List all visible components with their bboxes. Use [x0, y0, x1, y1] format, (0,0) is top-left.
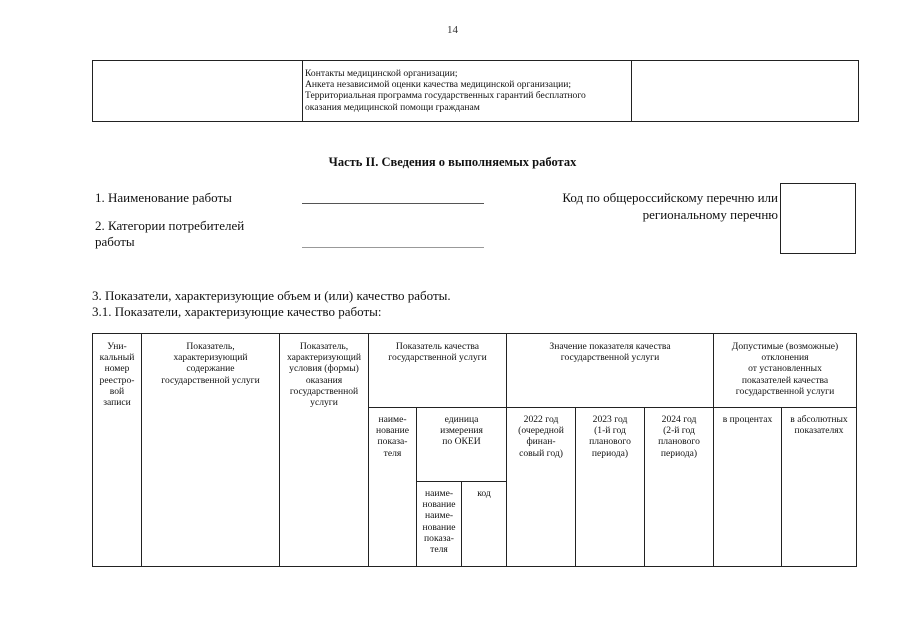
header-year-2024: 2024 год (2-й год планового периода) [658, 414, 700, 459]
header-absolute: в абсолютных показателях [790, 414, 848, 437]
consumers-label-line1: 2. Категории потребителей [95, 218, 245, 233]
quality-table [92, 333, 857, 567]
header-year-2023: 2023 год (1-й год планового периода) [589, 414, 631, 459]
code-label-line1: Код по общероссийскому перечню или [562, 190, 778, 205]
header-quality-value: Значение показателя качества государственной услуги [549, 341, 671, 364]
contacts-table-empty-cell-left [93, 61, 303, 121]
header-unit-okei: единица измерения по ОКЕИ [440, 414, 483, 448]
header-unit-name: наиме- нование наиме- нование показа- теля [422, 488, 456, 556]
table-hline [416, 481, 506, 482]
header-conditions-indicator: Показатель, характеризующий условия (формы) оказания государственной услуги [286, 341, 362, 409]
contacts-table [92, 60, 859, 122]
contacts-line: оказания медицинской помощи гражданам [305, 101, 480, 113]
section3-title: 3. Показатели, характеризующие объем и (или) качество работы. [92, 288, 451, 303]
code-label [562, 189, 778, 223]
header-content-indicator: Показатель, характеризующий содержание государственной услуги [161, 341, 260, 386]
table-hline [368, 407, 856, 408]
work-name-label: 1. Наименование работы [95, 190, 232, 205]
work-name-field[interactable] [302, 203, 484, 204]
page-number: 14 [447, 24, 458, 36]
header-indicator-name: наиме- нование показа- теля [375, 414, 410, 459]
consumers-label-line2: работы [95, 234, 135, 249]
code-label-line2: региональному перечню [642, 207, 778, 222]
header-deviation: Допустимые (возможные) отклонения от установленных показателей качества государственной услуги [731, 341, 839, 397]
contacts-table-text [305, 68, 629, 113]
header-code: код [477, 488, 491, 499]
header-percent: в процентах [722, 414, 773, 425]
header-unique-number: Уни- кальный номер реестро- вой записи [99, 341, 135, 409]
contacts-line: Контакты медицинской организации; [305, 68, 458, 79]
contacts-table-divider [631, 61, 632, 121]
part-heading: Часть II. Сведения о выполняемых работах [328, 155, 577, 169]
consumers-field[interactable] [302, 247, 484, 248]
header-quality-indicator: Показатель качества государственной услуги [388, 341, 487, 364]
header-year-2022: 2022 год (очередной финан- совый год) [518, 414, 564, 459]
contacts-line: Территориальная программа государственных гарантий бесплатного [305, 90, 586, 102]
section31-title: 3.1. Показатели, характеризующие качество работы: [92, 304, 382, 319]
code-box[interactable] [780, 183, 856, 254]
contacts-line: Анкета независимой оценки качества медицинской организации; [305, 79, 572, 91]
